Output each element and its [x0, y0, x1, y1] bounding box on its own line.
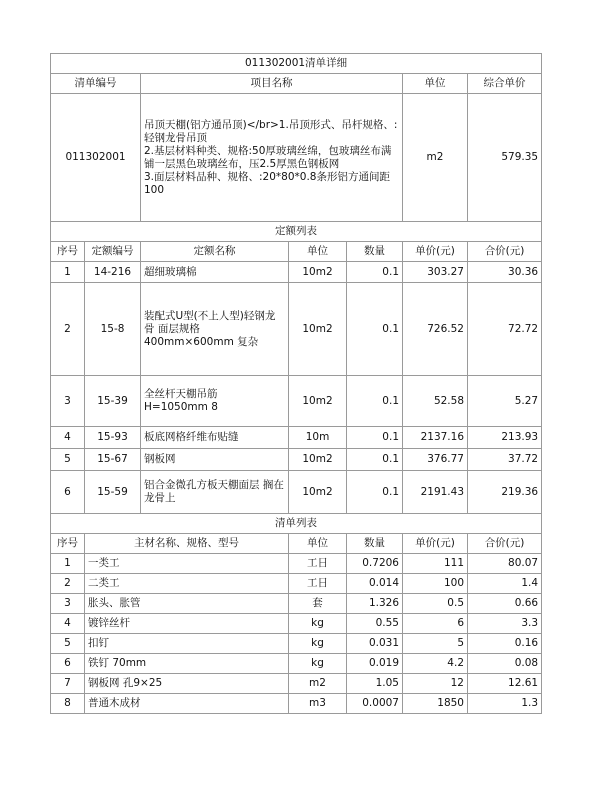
- material-total: 12.61: [468, 674, 542, 694]
- material-col-no: 序号: [51, 534, 85, 554]
- quota-name: 钢板网: [141, 449, 289, 471]
- material-qty: 0.7206: [347, 554, 403, 574]
- material-name: 一类工: [85, 554, 289, 574]
- code-header: 清单编号: [51, 74, 141, 94]
- material-no: 3: [51, 594, 85, 614]
- price-header: 综合单价: [468, 74, 542, 94]
- material-section-title: 清单列表: [51, 514, 542, 534]
- quota-name: 全丝杆天棚吊筋 H=1050mm 8: [141, 376, 289, 427]
- quota-code: 14-216: [85, 262, 141, 283]
- material-total: 80.07: [468, 554, 542, 574]
- material-row: [51, 654, 542, 674]
- quota-total: 30.36: [468, 262, 542, 283]
- quota-no: 6: [51, 471, 85, 514]
- quota-name: 板底网格纤维布贴缝: [141, 427, 289, 449]
- quota-qty: 0.1: [347, 283, 403, 376]
- quota-row: [51, 471, 542, 514]
- quota-name: 铝合金微孔方板天棚面层 搁在龙骨上: [141, 471, 289, 514]
- material-unit: 套: [289, 594, 347, 614]
- quota-total: 37.72: [468, 449, 542, 471]
- quota-unit: 10m: [289, 427, 347, 449]
- quota-name: 装配式U型(不上人型)轻钢龙骨 面层规格 400mm×600mm 复杂: [141, 283, 289, 376]
- material-name: 扣钉: [85, 634, 289, 654]
- quota-section-title: 定额列表: [51, 222, 542, 242]
- quota-unit: 10m2: [289, 449, 347, 471]
- material-col-name: 主材名称、规格、型号: [85, 534, 289, 554]
- bill-title: 011302001清单详细: [51, 54, 542, 74]
- quota-total: 219.36: [468, 471, 542, 514]
- quota-code: 15-59: [85, 471, 141, 514]
- material-total: 1.3: [468, 694, 542, 714]
- material-unit: 工日: [289, 574, 347, 594]
- quota-row: [51, 262, 542, 283]
- quota-col-name: 定额名称: [141, 242, 289, 262]
- material-unit: 工日: [289, 554, 347, 574]
- material-no: 4: [51, 614, 85, 634]
- quota-col-price: 单价(元): [403, 242, 468, 262]
- material-no: 1: [51, 554, 85, 574]
- quota-total: 213.93: [468, 427, 542, 449]
- unit-header: 单位: [403, 74, 468, 94]
- quota-no: 5: [51, 449, 85, 471]
- material-row: [51, 554, 542, 574]
- quota-unit: 10m2: [289, 283, 347, 376]
- quota-no: 4: [51, 427, 85, 449]
- material-no: 8: [51, 694, 85, 714]
- quota-name: 超细玻璃棉: [141, 262, 289, 283]
- quota-row: [51, 427, 542, 449]
- material-price: 111: [403, 554, 468, 574]
- item-code: 011302001: [51, 94, 141, 222]
- material-no: 5: [51, 634, 85, 654]
- material-total: 0.66: [468, 594, 542, 614]
- quota-qty: 0.1: [347, 376, 403, 427]
- quota-code: 15-39: [85, 376, 141, 427]
- material-price: 6: [403, 614, 468, 634]
- material-qty: 0.031: [347, 634, 403, 654]
- quota-no: 2: [51, 283, 85, 376]
- material-price: 1850: [403, 694, 468, 714]
- quota-unit: 10m2: [289, 471, 347, 514]
- material-unit: kg: [289, 654, 347, 674]
- item-price: 579.35: [468, 94, 542, 222]
- material-no: 2: [51, 574, 85, 594]
- material-unit: kg: [289, 634, 347, 654]
- quota-qty: 0.1: [347, 262, 403, 283]
- material-row: [51, 574, 542, 594]
- quota-col-total: 合价(元): [468, 242, 542, 262]
- material-name: 普通木成材: [85, 694, 289, 714]
- quota-code: 15-8: [85, 283, 141, 376]
- material-qty: 0.014: [347, 574, 403, 594]
- material-price: 12: [403, 674, 468, 694]
- material-unit: m3: [289, 694, 347, 714]
- quota-price: 376.77: [403, 449, 468, 471]
- material-unit: kg: [289, 614, 347, 634]
- material-name: 胀头、胀管: [85, 594, 289, 614]
- quota-row: [51, 449, 542, 471]
- quota-total: 5.27: [468, 376, 542, 427]
- material-qty: 1.05: [347, 674, 403, 694]
- quota-code: 15-93: [85, 427, 141, 449]
- material-price: 4.2: [403, 654, 468, 674]
- quota-col-qty: 数量: [347, 242, 403, 262]
- quota-col-code: 定额编号: [85, 242, 141, 262]
- quota-col-no: 序号: [51, 242, 85, 262]
- material-total: 0.08: [468, 654, 542, 674]
- quota-code: 15-67: [85, 449, 141, 471]
- quota-total: 72.72: [468, 283, 542, 376]
- quota-unit: 10m2: [289, 262, 347, 283]
- quota-price: 726.52: [403, 283, 468, 376]
- quota-qty: 0.1: [347, 471, 403, 514]
- quota-qty: 0.1: [347, 427, 403, 449]
- material-row: [51, 594, 542, 614]
- quota-qty: 0.1: [347, 449, 403, 471]
- name-header: 项目名称: [141, 74, 403, 94]
- material-price: 100: [403, 574, 468, 594]
- quota-row: [51, 283, 542, 376]
- material-no: 6: [51, 654, 85, 674]
- material-unit: m2: [289, 674, 347, 694]
- material-name: 二类工: [85, 574, 289, 594]
- material-row: [51, 634, 542, 654]
- quota-no: 3: [51, 376, 85, 427]
- material-price: 0.5: [403, 594, 468, 614]
- quota-price: 303.27: [403, 262, 468, 283]
- bill-detail-sheet: [50, 53, 541, 714]
- quota-no: 1: [51, 262, 85, 283]
- material-name: 镀锌丝杆: [85, 614, 289, 634]
- material-qty: 0.019: [347, 654, 403, 674]
- material-row: [51, 674, 542, 694]
- material-row: [51, 694, 542, 714]
- item-unit: m2: [403, 94, 468, 222]
- material-col-qty: 数量: [347, 534, 403, 554]
- material-name: 铁钉 70mm: [85, 654, 289, 674]
- material-price: 5: [403, 634, 468, 654]
- material-name: 钢板网 孔9×25: [85, 674, 289, 694]
- material-total: 0.16: [468, 634, 542, 654]
- quota-price: 52.58: [403, 376, 468, 427]
- material-total: 1.4: [468, 574, 542, 594]
- item-name: 吊顶天棚(铝方通吊顶)</br>1.吊顶形式、吊杆规格、:轻钢龙骨吊顶 2.基层材料种类、规格:50厚玻璃丝绵，包玻璃丝布满铺一层黑色玻璃丝布，压2.5厚黑色钢板网 3.面层材料品种、规格、:20*80*0.8条形铝方通间距100: [141, 94, 403, 222]
- material-qty: 0.55: [347, 614, 403, 634]
- material-col-total: 合价(元): [468, 534, 542, 554]
- quota-price: 2137.16: [403, 427, 468, 449]
- quota-price: 2191.43: [403, 471, 468, 514]
- bill-detail-table: [50, 53, 542, 714]
- material-qty: 1.326: [347, 594, 403, 614]
- material-qty: 0.0007: [347, 694, 403, 714]
- quota-row: [51, 376, 542, 427]
- material-total: 3.3: [468, 614, 542, 634]
- material-col-price: 单价(元): [403, 534, 468, 554]
- material-row: [51, 614, 542, 634]
- material-col-unit: 单位: [289, 534, 347, 554]
- material-no: 7: [51, 674, 85, 694]
- quota-col-unit: 单位: [289, 242, 347, 262]
- quota-unit: 10m2: [289, 376, 347, 427]
